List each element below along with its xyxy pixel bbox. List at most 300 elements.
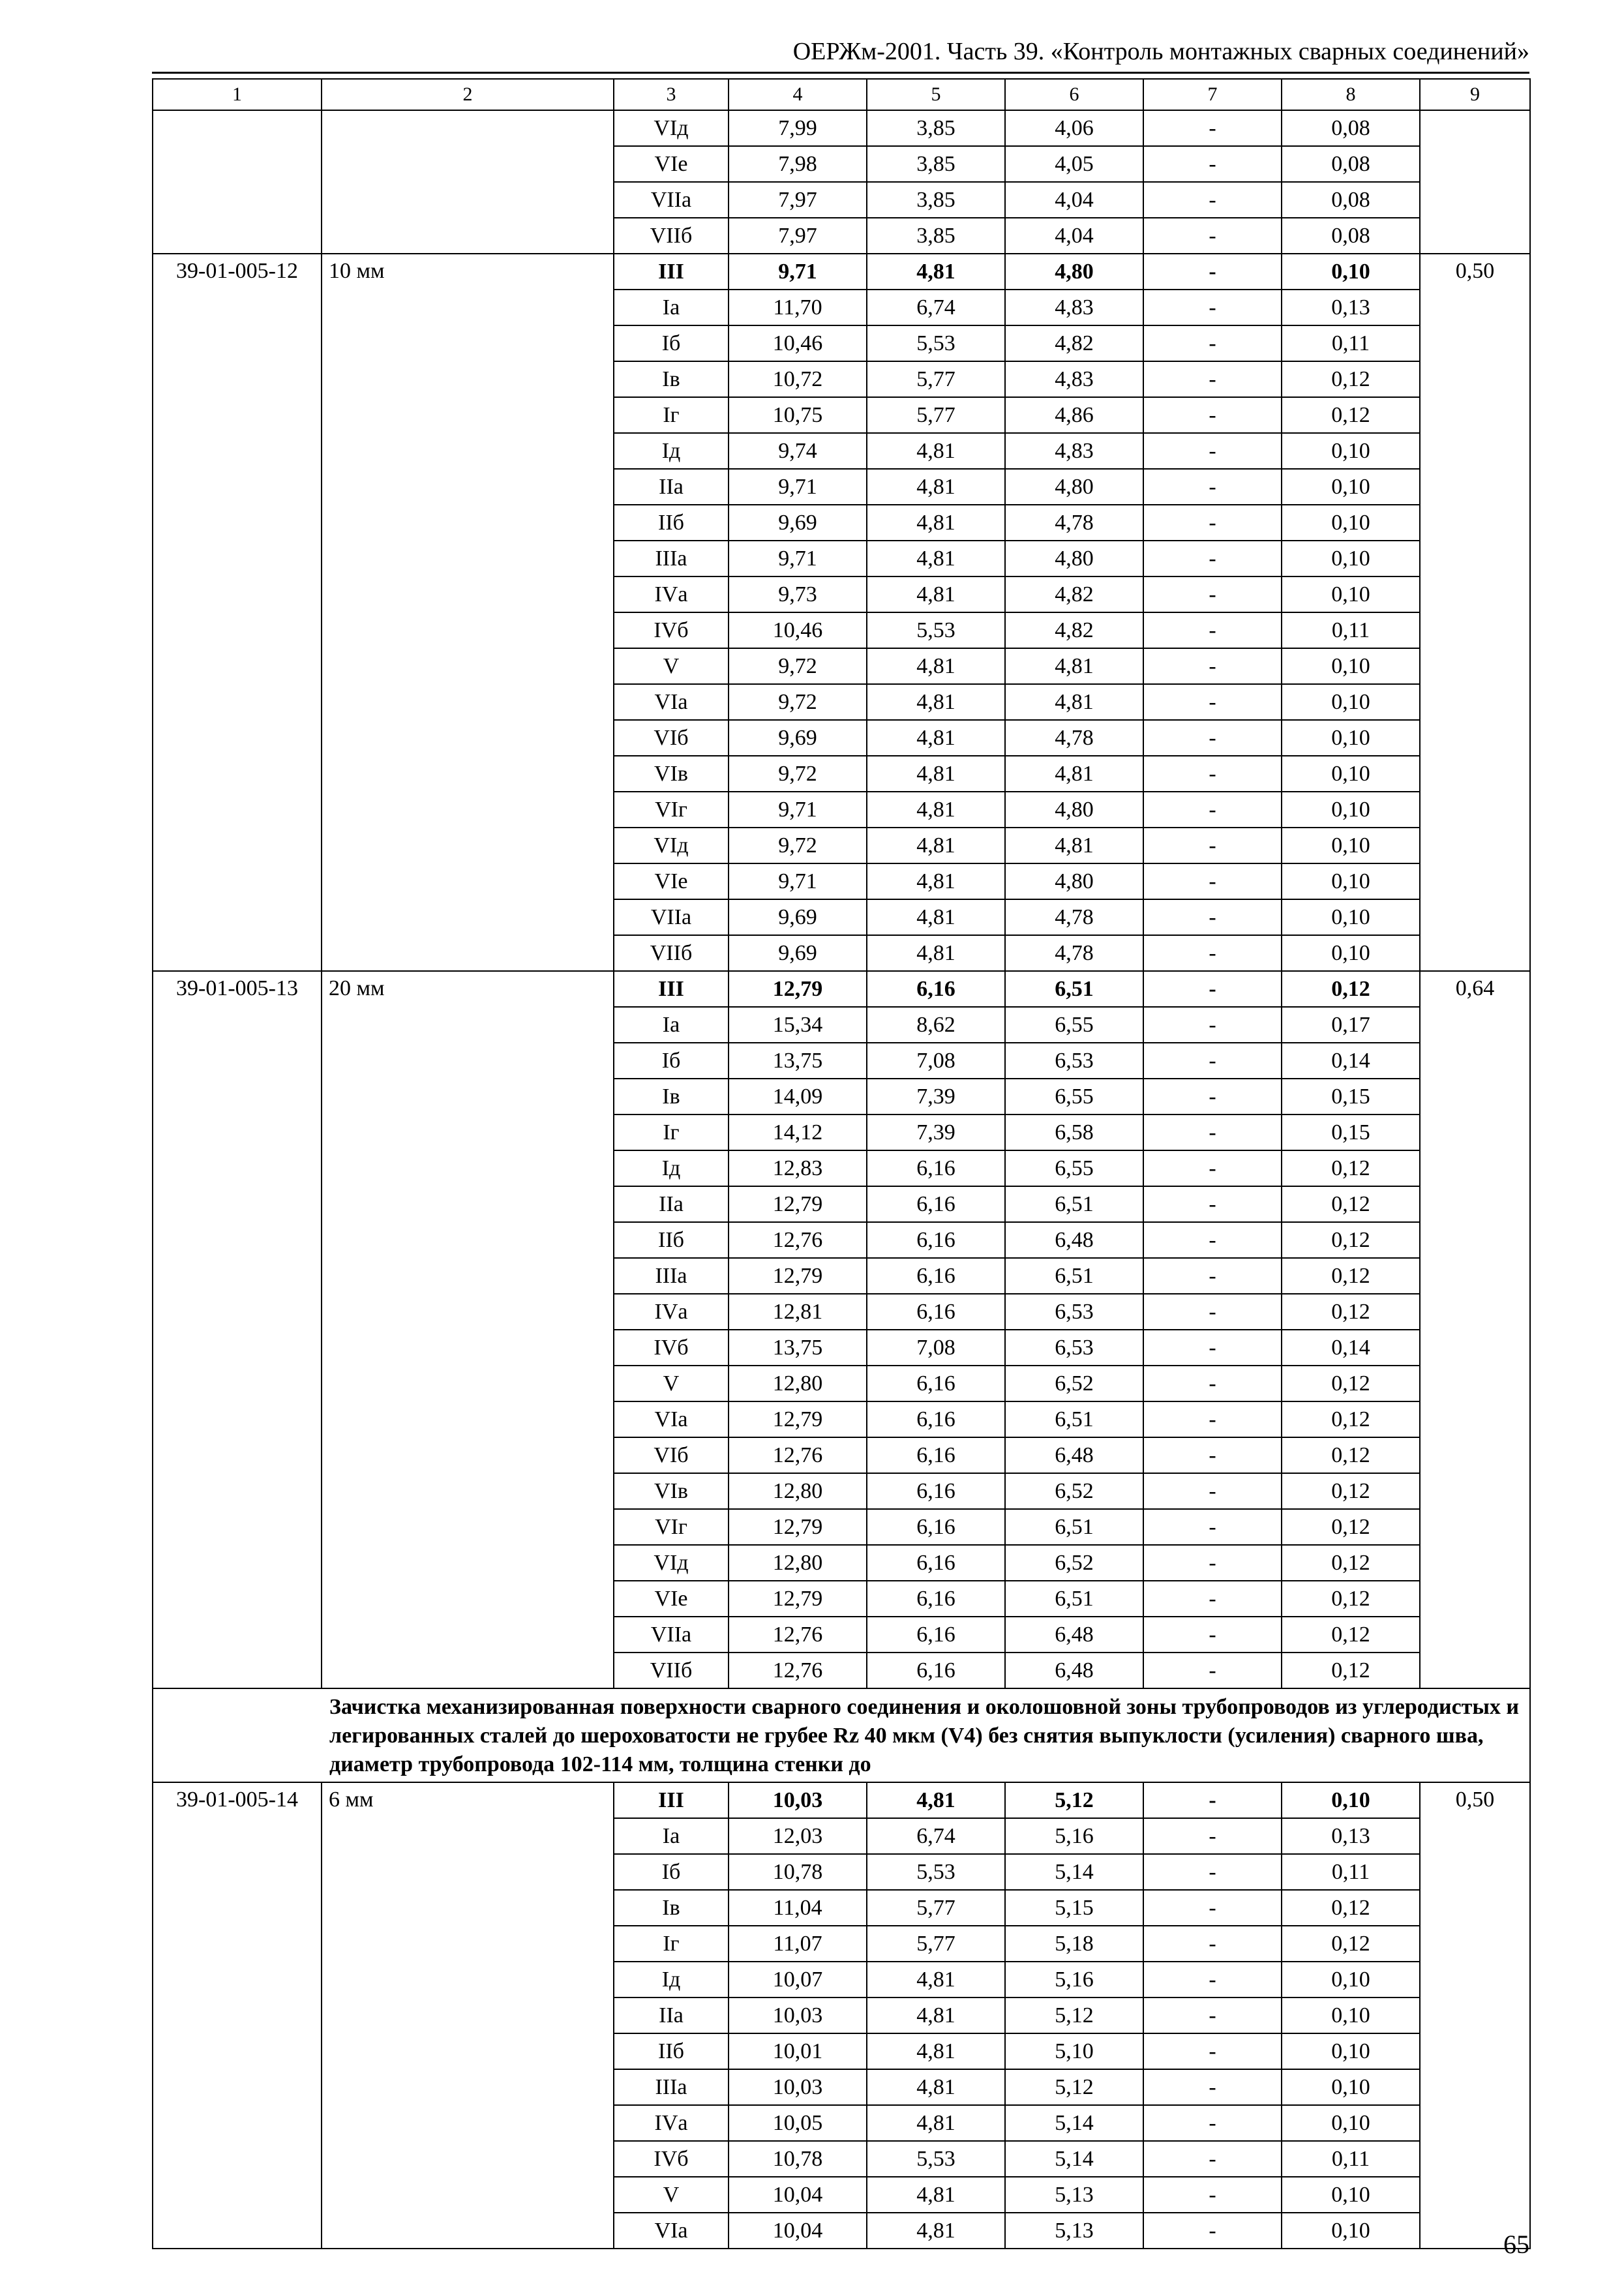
value-cell: 6,16 [867, 1581, 1005, 1617]
value-cell: 4,81 [867, 648, 1005, 684]
coefficient-cell: IIб [614, 1222, 729, 1258]
value-cell: 9,69 [729, 899, 867, 935]
value-cell: 4,81 [867, 863, 1005, 899]
value-cell: - [1143, 1581, 1282, 1617]
value-cell: 5,10 [1005, 2033, 1143, 2069]
value-cell: - [1143, 899, 1282, 935]
coefficient-cell: VIв [614, 1473, 729, 1509]
value-cell: 0,10 [1282, 828, 1420, 863]
value-cell: - [1143, 1043, 1282, 1079]
value-cell: 12,76 [729, 1222, 867, 1258]
value-cell: 5,53 [867, 1854, 1005, 1890]
value-cell: - [1143, 1818, 1282, 1854]
coefficient-cell: Iг [614, 1926, 729, 1962]
value-cell: 9,71 [729, 541, 867, 576]
value-cell: 0,10 [1282, 648, 1420, 684]
value-cell: 4,81 [867, 433, 1005, 469]
value-cell: 0,12 [1282, 1150, 1420, 1186]
value-cell: 3,85 [867, 182, 1005, 218]
coefficient-cell: VIг [614, 1509, 729, 1545]
value-cell: 6,52 [1005, 1473, 1143, 1509]
section-empty-cell [153, 1688, 322, 1782]
coefficient-cell: IIб [614, 505, 729, 541]
value-cell: 0,10 [1282, 254, 1420, 290]
value-cell: 10,46 [729, 612, 867, 648]
coefficient-cell: Iв [614, 1079, 729, 1115]
coefficient-cell: IIIа [614, 2069, 729, 2105]
value-cell: 4,05 [1005, 146, 1143, 182]
size-cell: 6 мм [322, 1782, 614, 2249]
value-cell: 5,53 [867, 612, 1005, 648]
value-cell: 0,12 [1282, 971, 1420, 1007]
value-cell: - [1143, 1926, 1282, 1962]
value-cell: - [1143, 2105, 1282, 2141]
col9-cell: 0,64 [1420, 971, 1530, 1688]
value-cell: - [1143, 218, 1282, 254]
value-cell: - [1143, 146, 1282, 182]
value-cell: - [1143, 576, 1282, 612]
value-cell: 6,51 [1005, 971, 1143, 1007]
value-cell: 9,69 [729, 720, 867, 756]
coefficient-cell: IIб [614, 2033, 729, 2069]
coefficient-cell: VIа [614, 1401, 729, 1437]
value-cell: 4,81 [867, 2177, 1005, 2213]
coefficient-cell: IVб [614, 1330, 729, 1366]
value-cell: 6,48 [1005, 1653, 1143, 1688]
value-cell: 13,75 [729, 1330, 867, 1366]
value-cell: 0,10 [1282, 2213, 1420, 2249]
value-cell: - [1143, 1150, 1282, 1186]
value-cell: 4,81 [867, 2033, 1005, 2069]
table-row [153, 254, 1530, 290]
value-cell: 0,12 [1282, 397, 1420, 433]
value-cell: - [1143, 1258, 1282, 1294]
value-cell: 0,12 [1282, 1653, 1420, 1688]
value-cell: 6,48 [1005, 1617, 1143, 1653]
value-cell: - [1143, 541, 1282, 576]
value-cell: 6,16 [867, 1294, 1005, 1330]
value-cell: 10,03 [729, 2069, 867, 2105]
value-cell: 0,10 [1282, 756, 1420, 792]
column-number: 7 [1143, 79, 1282, 110]
value-cell: 10,78 [729, 1854, 867, 1890]
value-cell: 7,08 [867, 1330, 1005, 1366]
value-cell: - [1143, 2033, 1282, 2069]
column-number: 1 [153, 79, 322, 110]
value-cell: 12,79 [729, 1258, 867, 1294]
value-cell: 6,16 [867, 971, 1005, 1007]
value-cell: 0,10 [1282, 576, 1420, 612]
value-cell: 4,80 [1005, 863, 1143, 899]
value-cell: 3,85 [867, 110, 1005, 146]
value-cell: 4,80 [1005, 254, 1143, 290]
coefficient-cell: Iб [614, 1854, 729, 1890]
value-cell: 6,16 [867, 1545, 1005, 1581]
value-cell: 0,10 [1282, 505, 1420, 541]
value-cell: 0,12 [1282, 1890, 1420, 1926]
coefficient-cell: VIд [614, 828, 729, 863]
value-cell: 0,08 [1282, 110, 1420, 146]
value-cell: 0,12 [1282, 1294, 1420, 1330]
value-cell: 5,77 [867, 1890, 1005, 1926]
coefficient-cell: VIг [614, 792, 729, 828]
value-cell: 5,77 [867, 361, 1005, 397]
coefficient-cell: Iг [614, 1115, 729, 1150]
value-cell: 0,10 [1282, 2033, 1420, 2069]
value-cell: 5,16 [1005, 1818, 1143, 1854]
value-cell: 4,81 [867, 720, 1005, 756]
code-cell: 39-01-005-12 [153, 254, 322, 971]
value-cell: 15,34 [729, 1007, 867, 1043]
value-cell: 0,14 [1282, 1330, 1420, 1366]
value-cell: 6,52 [1005, 1366, 1143, 1401]
value-cell: 0,11 [1282, 1854, 1420, 1890]
value-cell: 9,72 [729, 828, 867, 863]
value-cell: 4,86 [1005, 397, 1143, 433]
value-cell: 7,39 [867, 1115, 1005, 1150]
value-cell: 12,81 [729, 1294, 867, 1330]
value-cell: 0,10 [1282, 541, 1420, 576]
value-cell: 4,81 [867, 899, 1005, 935]
value-cell: 6,58 [1005, 1115, 1143, 1150]
value-cell: 6,16 [867, 1401, 1005, 1437]
value-cell: 10,07 [729, 1962, 867, 1997]
value-cell: 6,74 [867, 290, 1005, 325]
size-cell: 20 мм [322, 971, 614, 1688]
value-cell: 0,12 [1282, 1509, 1420, 1545]
coefficient-cell: VIе [614, 146, 729, 182]
table-row [153, 110, 1530, 146]
value-cell: - [1143, 2213, 1282, 2249]
column-number: 8 [1282, 79, 1420, 110]
value-cell: 10,05 [729, 2105, 867, 2141]
coefficient-cell: Iа [614, 1818, 729, 1854]
value-cell: 0,10 [1282, 2177, 1420, 2213]
code-cell: 39-01-005-14 [153, 1782, 322, 2249]
value-cell: 10,78 [729, 2141, 867, 2177]
value-cell: 0,12 [1282, 1258, 1420, 1294]
value-cell: 14,09 [729, 1079, 867, 1115]
value-cell: 5,14 [1005, 1854, 1143, 1890]
value-cell: - [1143, 182, 1282, 218]
value-cell: - [1143, 1854, 1282, 1890]
coefficient-cell: Iг [614, 397, 729, 433]
coefficient-cell: VIа [614, 684, 729, 720]
value-cell: 4,83 [1005, 361, 1143, 397]
value-cell: 9,71 [729, 863, 867, 899]
coefficient-cell: VIIб [614, 1653, 729, 1688]
value-cell: - [1143, 2069, 1282, 2105]
value-cell: 0,12 [1282, 1401, 1420, 1437]
value-cell: - [1143, 1401, 1282, 1437]
value-cell: 4,81 [867, 828, 1005, 863]
value-cell: 4,81 [867, 541, 1005, 576]
value-cell: 0,12 [1282, 1366, 1420, 1401]
value-cell: 0,11 [1282, 612, 1420, 648]
value-cell: 4,78 [1005, 899, 1143, 935]
value-cell: - [1143, 1997, 1282, 2033]
value-cell: 6,16 [867, 1617, 1005, 1653]
value-cell: 10,72 [729, 361, 867, 397]
value-cell: 12,79 [729, 1401, 867, 1437]
value-cell: - [1143, 935, 1282, 971]
value-cell: 11,04 [729, 1890, 867, 1926]
value-cell: 10,04 [729, 2177, 867, 2213]
value-cell: 0,10 [1282, 2105, 1420, 2141]
value-cell: 0,12 [1282, 1926, 1420, 1962]
value-cell: 4,81 [867, 2105, 1005, 2141]
value-cell: 4,81 [867, 576, 1005, 612]
coefficient-cell: IVа [614, 1294, 729, 1330]
value-cell: 11,07 [729, 1926, 867, 1962]
value-cell: - [1143, 469, 1282, 505]
value-cell: 4,80 [1005, 792, 1143, 828]
value-cell: - [1143, 1115, 1282, 1150]
value-cell: 6,53 [1005, 1043, 1143, 1079]
value-cell: 4,81 [867, 469, 1005, 505]
value-cell: 5,14 [1005, 2141, 1143, 2177]
page-number: 65 [1503, 2230, 1529, 2259]
value-cell: 7,39 [867, 1079, 1005, 1115]
value-cell: 4,81 [867, 1782, 1005, 1818]
value-cell: 6,51 [1005, 1401, 1143, 1437]
value-cell: - [1143, 612, 1282, 648]
value-cell: 0,12 [1282, 1437, 1420, 1473]
value-cell: 6,53 [1005, 1330, 1143, 1366]
page-header: ОЕРЖм-2001. Часть 39. «Контроль монтажных сварных соединений» [792, 38, 1529, 65]
value-cell: 9,69 [729, 935, 867, 971]
value-cell: 6,51 [1005, 1258, 1143, 1294]
value-cell: - [1143, 397, 1282, 433]
value-cell: 6,55 [1005, 1079, 1143, 1115]
value-cell: 5,15 [1005, 1890, 1143, 1926]
value-cell: 6,16 [867, 1366, 1005, 1401]
value-cell: 6,51 [1005, 1186, 1143, 1222]
value-cell: 5,13 [1005, 2213, 1143, 2249]
value-cell: 6,48 [1005, 1222, 1143, 1258]
coefficient-cell: III [614, 971, 729, 1007]
value-cell: 0,10 [1282, 2069, 1420, 2105]
coefficient-cell: VIе [614, 863, 729, 899]
value-cell: 12,79 [729, 1581, 867, 1617]
value-cell: 0,12 [1282, 1473, 1420, 1509]
header-rule [152, 72, 1529, 74]
value-cell: 5,12 [1005, 1997, 1143, 2033]
coefficient-cell: VIб [614, 720, 729, 756]
column-number: 2 [322, 79, 614, 110]
value-cell: 0,10 [1282, 433, 1420, 469]
value-cell: 4,81 [867, 254, 1005, 290]
value-cell: 4,04 [1005, 218, 1143, 254]
value-cell: 9,72 [729, 648, 867, 684]
value-cell: 6,16 [867, 1150, 1005, 1186]
value-cell: 4,82 [1005, 612, 1143, 648]
coefficient-cell: IVб [614, 2141, 729, 2177]
value-cell: 0,10 [1282, 1997, 1420, 2033]
value-cell: 0,15 [1282, 1079, 1420, 1115]
value-cell: - [1143, 1962, 1282, 1997]
table-row [153, 1782, 1530, 1818]
value-cell: 6,55 [1005, 1150, 1143, 1186]
value-cell: - [1143, 1294, 1282, 1330]
coefficient-cell: Iд [614, 433, 729, 469]
value-cell: - [1143, 1186, 1282, 1222]
value-cell: 0,13 [1282, 290, 1420, 325]
coefficient-cell: VIа [614, 2213, 729, 2249]
value-cell: 0,13 [1282, 1818, 1420, 1854]
value-cell: 12,80 [729, 1366, 867, 1401]
value-cell: 4,78 [1005, 505, 1143, 541]
coefficient-cell: VIIб [614, 935, 729, 971]
value-cell: 4,81 [867, 756, 1005, 792]
value-cell: - [1143, 325, 1282, 361]
value-cell: - [1143, 1782, 1282, 1818]
value-cell: 8,62 [867, 1007, 1005, 1043]
coefficient-cell: VIIа [614, 899, 729, 935]
value-cell: 7,97 [729, 182, 867, 218]
coefficient-cell: Iд [614, 1150, 729, 1186]
value-cell: - [1143, 756, 1282, 792]
size-cell: 10 мм [322, 254, 614, 971]
value-cell: 10,03 [729, 1997, 867, 2033]
coefficient-cell: VIе [614, 1581, 729, 1617]
coefficient-cell: Iб [614, 325, 729, 361]
value-cell: - [1143, 1330, 1282, 1366]
value-cell: 5,14 [1005, 2105, 1143, 2141]
value-cell: 12,79 [729, 1509, 867, 1545]
coefficient-cell: IVа [614, 2105, 729, 2141]
value-cell: 10,04 [729, 2213, 867, 2249]
value-cell: 12,79 [729, 1186, 867, 1222]
value-cell: 10,03 [729, 1782, 867, 1818]
coefficient-cell: VIIа [614, 1617, 729, 1653]
value-cell: 12,76 [729, 1437, 867, 1473]
value-cell: 10,01 [729, 2033, 867, 2069]
coefficient-cell: Iв [614, 1890, 729, 1926]
value-cell: - [1143, 720, 1282, 756]
value-cell: 0,12 [1282, 1581, 1420, 1617]
value-cell: 6,51 [1005, 1581, 1143, 1617]
value-cell: 5,53 [867, 325, 1005, 361]
value-cell: 0,12 [1282, 1545, 1420, 1581]
value-cell: 4,04 [1005, 182, 1143, 218]
table-row [153, 971, 1530, 1007]
norms-table [152, 78, 1531, 2249]
value-cell: - [1143, 254, 1282, 290]
value-cell: - [1143, 1890, 1282, 1926]
value-cell: 0,10 [1282, 469, 1420, 505]
value-cell: 4,81 [1005, 756, 1143, 792]
value-cell: 6,16 [867, 1437, 1005, 1473]
value-cell: 0,10 [1282, 935, 1420, 971]
value-cell: - [1143, 1653, 1282, 1688]
value-cell: - [1143, 1617, 1282, 1653]
value-cell: 6,16 [867, 1509, 1005, 1545]
value-cell: 0,10 [1282, 720, 1420, 756]
value-cell: 0,12 [1282, 1186, 1420, 1222]
value-cell: 4,81 [867, 2069, 1005, 2105]
value-cell: 4,81 [867, 1962, 1005, 1997]
value-cell: 6,51 [1005, 1509, 1143, 1545]
value-cell: - [1143, 828, 1282, 863]
coefficient-cell: IIIа [614, 1258, 729, 1294]
coefficient-cell: IIа [614, 469, 729, 505]
value-cell: 4,81 [1005, 828, 1143, 863]
coefficient-cell: Iа [614, 290, 729, 325]
value-cell: 11,70 [729, 290, 867, 325]
value-cell: 0,08 [1282, 182, 1420, 218]
col9-cell: 0,50 [1420, 254, 1530, 971]
coefficient-cell: IVа [614, 576, 729, 612]
value-cell: 5,16 [1005, 1962, 1143, 1997]
value-cell: 4,81 [867, 1997, 1005, 2033]
value-cell: 6,48 [1005, 1437, 1143, 1473]
col9-cell: 0,50 [1420, 1782, 1530, 2249]
value-cell: 4,78 [1005, 935, 1143, 971]
value-cell: 6,16 [867, 1222, 1005, 1258]
column-number: 3 [614, 79, 729, 110]
value-cell: 5,18 [1005, 1926, 1143, 1962]
coefficient-cell: Iа [614, 1007, 729, 1043]
value-cell: - [1143, 433, 1282, 469]
value-cell: 9,71 [729, 469, 867, 505]
value-cell: 9,73 [729, 576, 867, 612]
empty-code-cell [153, 110, 322, 254]
value-cell: - [1143, 684, 1282, 720]
column-number: 4 [729, 79, 867, 110]
value-cell: 0,12 [1282, 1617, 1420, 1653]
value-cell: 9,72 [729, 756, 867, 792]
value-cell: 12,80 [729, 1545, 867, 1581]
coefficient-cell: IVб [614, 612, 729, 648]
value-cell: 4,83 [1005, 290, 1143, 325]
value-cell: 4,81 [1005, 648, 1143, 684]
column-number: 6 [1005, 79, 1143, 110]
value-cell: 0,11 [1282, 325, 1420, 361]
value-cell: - [1143, 110, 1282, 146]
value-cell: 12,76 [729, 1617, 867, 1653]
value-cell: 6,74 [867, 1818, 1005, 1854]
value-cell: 9,71 [729, 792, 867, 828]
value-cell: 9,72 [729, 684, 867, 720]
value-cell: 0,10 [1282, 1962, 1420, 1997]
value-cell: 7,08 [867, 1043, 1005, 1079]
value-cell: 5,12 [1005, 2069, 1143, 2105]
value-cell: 4,78 [1005, 720, 1143, 756]
value-cell: 7,99 [729, 110, 867, 146]
value-cell: 5,77 [867, 1926, 1005, 1962]
value-cell: 0,11 [1282, 2141, 1420, 2177]
code-cell: 39-01-005-13 [153, 971, 322, 1688]
value-cell: - [1143, 1473, 1282, 1509]
value-cell: 3,85 [867, 218, 1005, 254]
value-cell: - [1143, 361, 1282, 397]
value-cell: 0,08 [1282, 146, 1420, 182]
value-cell: 4,81 [1005, 684, 1143, 720]
value-cell: 9,69 [729, 505, 867, 541]
value-cell: 5,12 [1005, 1782, 1143, 1818]
empty-col9-cell [1420, 110, 1530, 254]
section-row [153, 1688, 1530, 1782]
value-cell: 6,16 [867, 1258, 1005, 1294]
value-cell: 12,80 [729, 1473, 867, 1509]
value-cell: 6,52 [1005, 1545, 1143, 1581]
coefficient-cell: IIа [614, 1186, 729, 1222]
value-cell: 0,10 [1282, 1782, 1420, 1818]
column-number: 5 [867, 79, 1005, 110]
value-cell: 4,83 [1005, 433, 1143, 469]
coefficient-cell: III [614, 1782, 729, 1818]
